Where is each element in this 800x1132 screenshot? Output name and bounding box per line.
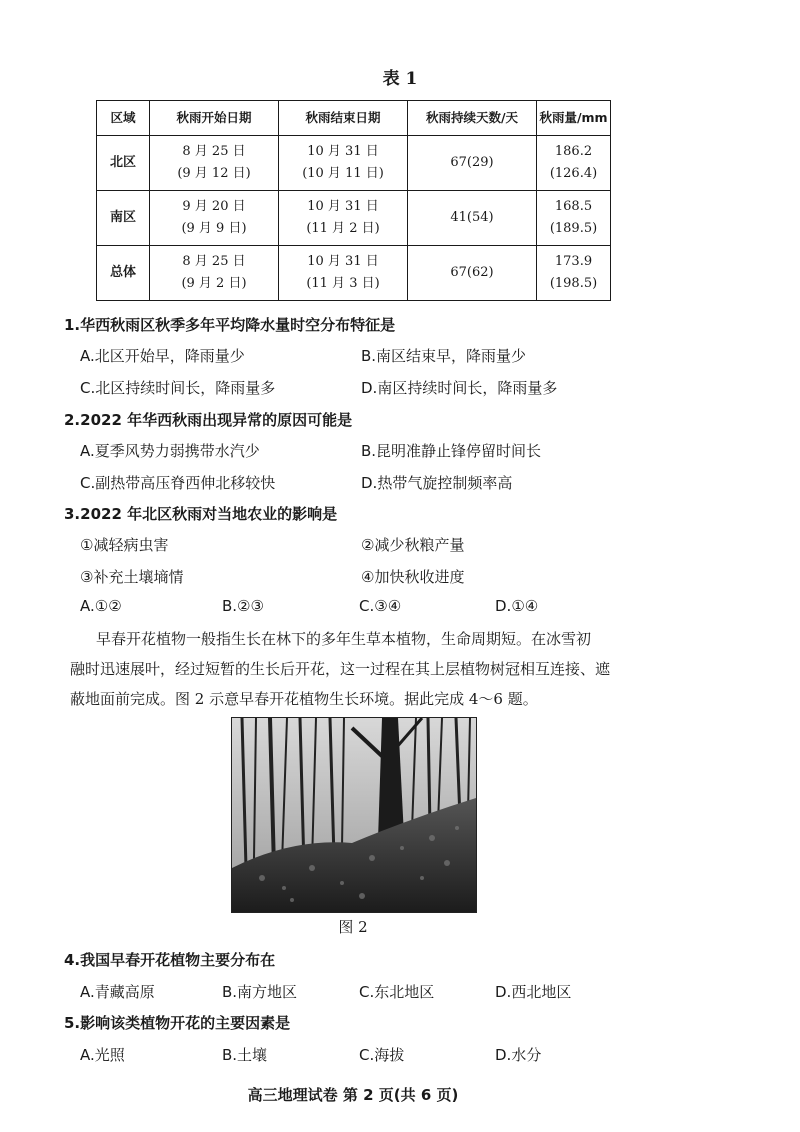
rainfall-cell: 186.2 (126.4): [537, 136, 611, 191]
answer-option[interactable]: A.光照: [80, 1046, 125, 1064]
answer-option[interactable]: D.水分: [495, 1046, 542, 1064]
rainfall-cell: 168.5 (189.5): [537, 191, 611, 246]
figure-caption: 图 2: [338, 918, 368, 936]
passage-line: 融时迅速展叶，经过短暂的生长后开花，这一过程在其上层植物树冠相互连接、遮: [70, 660, 611, 678]
answer-option[interactable]: B.南区结束早，降雨量少: [361, 347, 527, 365]
end-date-cell: 10 月 31 日 (10 月 11 日): [279, 136, 408, 191]
question-stem: 5.影响该类植物开花的主要因素是: [64, 1014, 291, 1032]
forest-photo: [231, 717, 477, 913]
duration-cell: 67(29): [408, 136, 537, 191]
answer-option[interactable]: C.海拔: [359, 1046, 405, 1064]
answer-option[interactable]: C.③④: [359, 597, 402, 615]
region-cell: 北区: [97, 136, 150, 191]
question-stem: 3.2022 年北区秋雨对当地农业的影响是: [64, 505, 338, 523]
answer-option[interactable]: A.夏季风势力弱携带水汽少: [80, 442, 260, 460]
duration-cell: 67(62): [408, 246, 537, 301]
region-cell: 南区: [97, 191, 150, 246]
answer-option[interactable]: D.热带气旋控制频率高: [361, 474, 513, 492]
table-row: [97, 246, 611, 301]
answer-option[interactable]: C.副热带高压脊西伸北移较快: [80, 474, 276, 492]
start-date-cell: 9 月 20 日 (9 月 9 日): [150, 191, 279, 246]
table-caption: 表 1: [382, 69, 418, 89]
page-footer: 高三地理试卷 第 2 页(共 6 页): [247, 1086, 459, 1104]
table-header: 秋雨开始日期: [150, 101, 279, 136]
table-header: 秋雨持续天数/天: [408, 101, 537, 136]
passage-line: 早春开花植物一般指生长在林下的多年生草本植物，生命周期短。在冰雪初: [96, 630, 592, 648]
question-stem: 1.华西秋雨区秋季多年平均降水量时空分布特征是: [64, 316, 396, 334]
table-header-row: [97, 101, 611, 136]
end-date-cell: 10 月 31 日 (11 月 2 日): [279, 191, 408, 246]
statement-item: ③补充土壤墒情: [80, 568, 184, 586]
answer-option[interactable]: B.昆明准静止锋停留时间长: [361, 442, 542, 460]
start-date-cell: 8 月 25 日 (9 月 2 日): [150, 246, 279, 301]
answer-option[interactable]: D.西北地区: [495, 983, 572, 1001]
start-date-cell: 8 月 25 日 (9 月 12 日): [150, 136, 279, 191]
table-row: [97, 136, 611, 191]
answer-option[interactable]: A.①②: [80, 597, 122, 615]
autumn-rain-table: [96, 100, 611, 301]
table-row: [97, 191, 611, 246]
answer-option[interactable]: A.北区开始早，降雨量少: [80, 347, 245, 365]
rainfall-cell: 173.9 (198.5): [537, 246, 611, 301]
statement-item: ④加快秋收进度: [361, 568, 465, 586]
answer-option[interactable]: A.青藏高原: [80, 983, 155, 1001]
region-cell: 总体: [97, 246, 150, 301]
table-header: 秋雨量/mm: [537, 101, 611, 136]
duration-cell: 41(54): [408, 191, 537, 246]
answer-option[interactable]: C.东北地区: [359, 983, 435, 1001]
answer-option[interactable]: B.土壤: [222, 1046, 268, 1064]
question-stem: 4.我国早春开花植物主要分布在: [64, 951, 276, 969]
answer-option[interactable]: D.①④: [495, 597, 539, 615]
end-date-cell: 10 月 31 日 (11 月 3 日): [279, 246, 408, 301]
table-header: 区域: [97, 101, 150, 136]
answer-option[interactable]: B.南方地区: [222, 983, 298, 1001]
question-stem: 2.2022 年华西秋雨出现异常的原因可能是: [64, 411, 353, 429]
table-header: 秋雨结束日期: [279, 101, 408, 136]
passage-line: 蔽地面前完成。图 2 示意早春开花植物生长环境。据此完成 4～6 题。: [70, 690, 538, 708]
answer-option[interactable]: C.北区持续时间长，降雨量多: [80, 379, 276, 397]
answer-option[interactable]: D.南区持续时间长，降雨量多: [361, 379, 558, 397]
statement-item: ②减少秋粮产量: [361, 536, 465, 554]
answer-option[interactable]: B.②③: [222, 597, 264, 615]
statement-item: ①减轻病虫害: [80, 536, 169, 554]
